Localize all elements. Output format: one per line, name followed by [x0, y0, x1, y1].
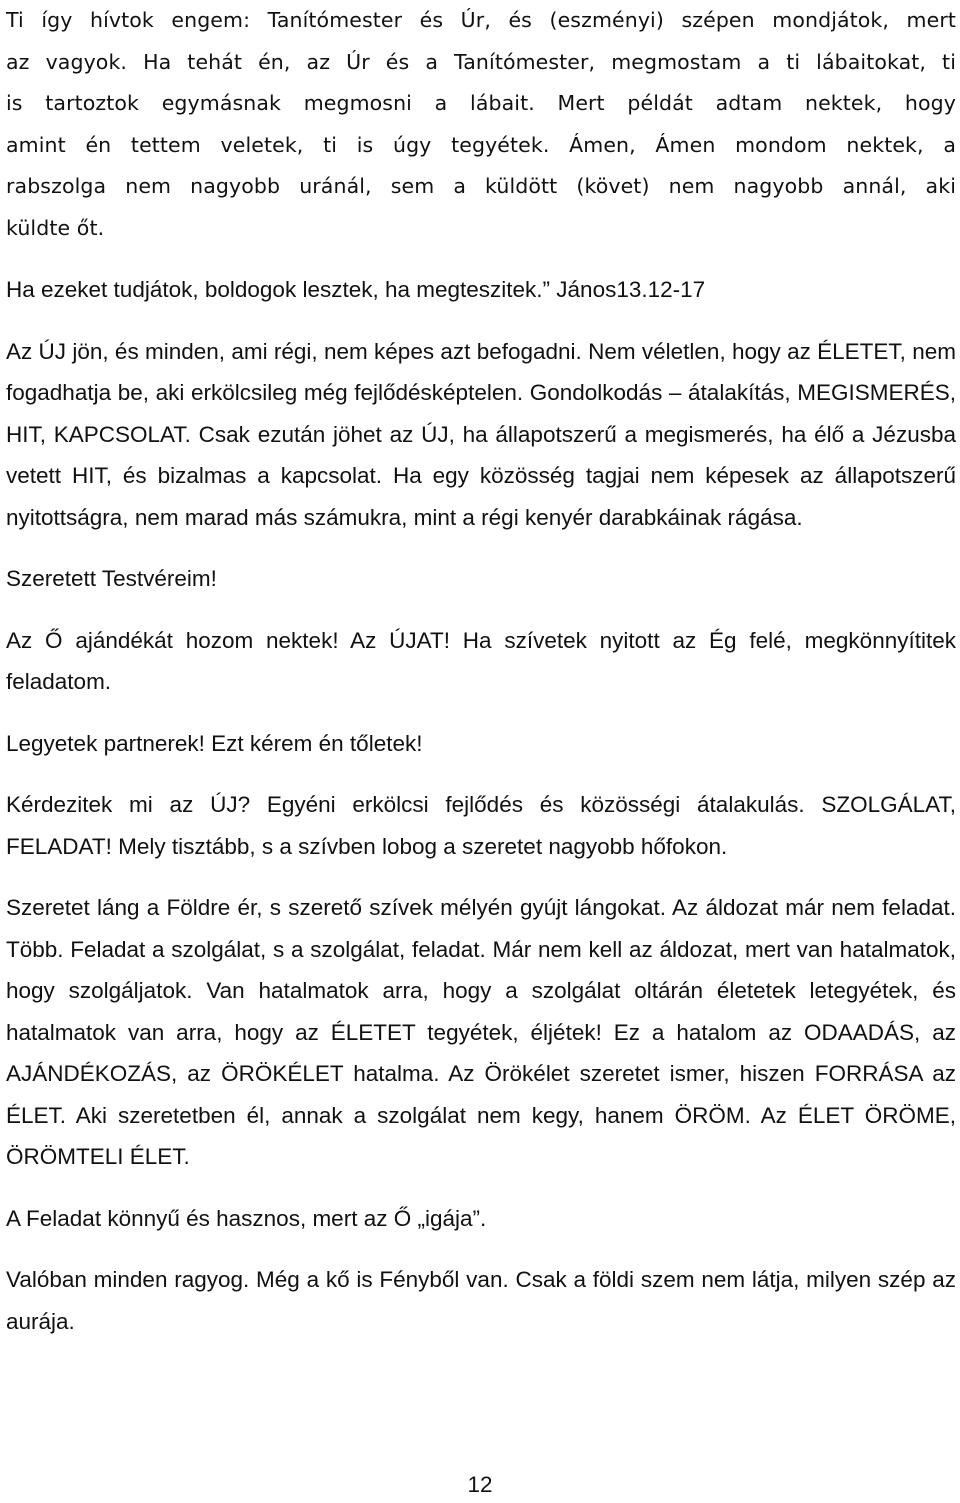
paragraph-gift: Az Ő ajándékát hozom nektek! Az ÚJAT! Ha szívetek nyitott az Ég felé, megkönnyítitek feladatom.	[6, 627, 956, 694]
paragraph-question: Kérdezitek mi az ÚJ? Egyéni erkölcsi fejlődés és közösségi átalakulás. SZOLGÁLAT, FELADAT! Mely tisztább, s a szívben lobog a szeretet nagyobb hőfokon.	[6, 792, 956, 859]
text-line: amint én tettem veletek, ti is úgy tegyétek. Ámen, Ámen mondom nektek, a	[6, 132, 956, 157]
document-page	[6, 0, 956, 1342]
text-line: Ti így hívtok engem: Tanítómester és Úr, és (eszményi) szépen mondjátok, mert	[6, 8, 956, 32]
page-number: 12	[467, 1472, 493, 1497]
paragraph-the-new: Az ÚJ jön, és minden, ami régi, nem képes azt befogadni. Nem véletlen, hogy az ÉLETET, nem fogadhatja be, aki erkölcsileg még fejlődésképtelen. Gondolkodás – átalakítás, MEGISMERÉS, HIT, KAPCSOLAT. Csak ezután jöhet az ÚJ, ha állapotszerű a megismerés, ha élő a Jézusba vetett HIT, és bizalmas a kapcsolat. Ha egy közösség tagjai nem képesek az állapotszerű nyitottságra, nem marad más számukra, mint a régi kenyér darabkáinak rágása.	[6, 338, 956, 530]
text-line: küldte őt.	[6, 215, 105, 240]
paragraph-love-flame: Szeretet láng a Földre ér, s szerető szívek mélyén gyújt lángokat. Az áldozat már nem feladat. Több. Feladat a szolgálat, s a szolgálat, feladat. Már nem kell az áldozat, mert van hatalmatok, hogy szolgáljatok. Van hatalmatok arra, hogy a szolgálat oltárán életetek letegyétek, és hatalmatok van arra, hogy az ÉLETET tegyétek, éljétek! Ez a hatalom az ODAADÁS, az AJÁNDÉKOZÁS, az ÖRÖKÉLET hatalma. Az Örökélet szeretet ismer, hiszen FORRÁSA az ÉLET. Aki szeretetben él, annak a szolgálat nem kegy, hanem ÖRÖM. Az ÉLET ÖRÖME, ÖRÖMTELI ÉLET.	[6, 895, 956, 1169]
text-line: az vagyok. Ha tehát én, az Úr és a Tanítómester, megmostam a ti lábaitokat, ti	[6, 49, 956, 74]
text-line: is tartoztok egymásnak megmosni a lábait. Mert példát adtam nektek, hogy	[6, 91, 956, 115]
paragraph-radiance: Valóban minden ragyog. Még a kő is Fényből van. Csak a földi szem nem látja, milyen szép az aurája.	[6, 1267, 956, 1334]
paragraph-scripture-reference: Ha ezeket tudjátok, boldogok lesztek, ha megteszitek.” János13.12-17	[6, 277, 706, 302]
paragraph-partners: Legyetek partnerek! Ezt kérem én tőletek!	[6, 730, 423, 756]
paragraph-scripture-quote	[6, 0, 956, 249]
paragraph-greeting: Szeretett Testvéreim!	[6, 566, 217, 591]
paragraph-task: A Feladat könnyű és hasznos, mert az Ő „igája”.	[6, 1205, 487, 1231]
text-line: rabszolga nem nagyobb uránál, sem a küldött (követ) nem nagyobb annál, aki	[6, 174, 956, 198]
